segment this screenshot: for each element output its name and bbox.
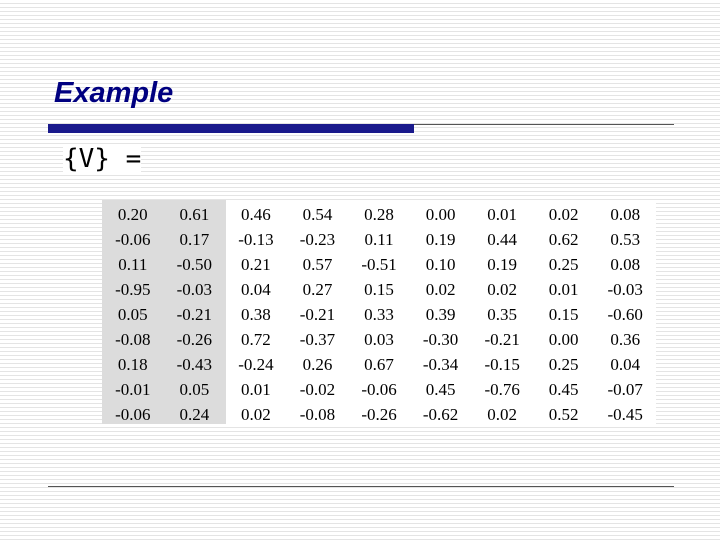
matrix-row <box>102 252 656 277</box>
matrix-cell: 0.36 <box>610 330 641 349</box>
matrix-cell: 0.05 <box>117 305 148 324</box>
matrix-cell: 0.33 <box>364 305 394 324</box>
matrix-cell: 0.19 <box>487 255 518 274</box>
matrix-cell: 0.25 <box>548 255 579 274</box>
matrix-cell: 0.02 <box>425 280 456 299</box>
matrix-cell: 0.02 <box>241 405 271 424</box>
matrix-cell: 0.44 <box>487 230 518 249</box>
matrix-cell: 0.38 <box>241 305 271 324</box>
matrix-cell: 0.21 <box>241 255 271 274</box>
matrix-cell: 0.02 <box>548 205 579 224</box>
matrix-row <box>102 377 656 402</box>
matrix-cell: 0.01 <box>548 280 579 299</box>
matrix-cell: 0.25 <box>548 355 579 374</box>
matrix-row <box>102 277 656 302</box>
matrix-cell: 0.08 <box>610 255 641 274</box>
matrix-cell: 0.00 <box>425 205 456 224</box>
matrix-cell: -0.24 <box>238 355 274 374</box>
matrix-cell: 0.04 <box>241 280 271 299</box>
matrix-cell: -0.26 <box>361 405 397 424</box>
matrix-row <box>102 227 656 252</box>
footer-rule <box>48 486 674 487</box>
matrix-cell: 0.46 <box>241 205 271 224</box>
matrix-cell: -0.06 <box>115 230 151 249</box>
matrix-cell: -0.03 <box>176 280 213 299</box>
matrix-cell: 0.15 <box>364 280 394 299</box>
matrix-cell: 0.01 <box>241 380 271 399</box>
matrix-cell: 0.10 <box>425 255 456 274</box>
matrix-cell: 0.01 <box>487 205 518 224</box>
matrix-cell: -0.21 <box>484 330 520 349</box>
matrix-cell: -0.06 <box>361 380 397 399</box>
matrix-cell: 0.11 <box>118 255 148 274</box>
matrix-cell: -0.08 <box>115 330 151 349</box>
matrix-cell: 0.53 <box>610 230 641 249</box>
matrix-cell: -0.43 <box>176 355 213 374</box>
matrix-cell: -0.21 <box>176 305 213 324</box>
matrix-cell: -0.51 <box>361 255 397 274</box>
matrix-cell: -0.06 <box>115 405 151 424</box>
matrix-cell: -0.37 <box>299 330 336 349</box>
matrix-cell: 0.45 <box>548 380 579 399</box>
matrix-cell: -0.30 <box>422 330 459 349</box>
matrix-cell: 0.00 <box>548 330 579 349</box>
matrix-cell: -0.95 <box>115 280 151 299</box>
matrix-cell: -0.07 <box>607 380 643 399</box>
matrix-cell: -0.21 <box>299 305 336 324</box>
matrix-cell: 0.54 <box>302 205 333 224</box>
matrix-cell: 0.11 <box>364 230 394 249</box>
matrix-row <box>102 402 656 427</box>
matrix-table <box>102 202 656 427</box>
matrix-cell: 0.62 <box>548 230 579 249</box>
matrix-cell: 0.02 <box>487 280 518 299</box>
matrix-cell: 0.72 <box>241 330 271 349</box>
matrix-cell: 0.20 <box>117 205 148 224</box>
matrix-cell: 0.15 <box>548 305 579 324</box>
matrix-cell: 0.03 <box>364 330 394 349</box>
matrix-cell: 0.39 <box>425 305 456 324</box>
matrix-cell: 0.24 <box>179 405 210 424</box>
matrix-cell: -0.03 <box>607 280 643 299</box>
matrix-cell: 0.04 <box>610 355 641 374</box>
matrix-cell: -0.15 <box>484 355 520 374</box>
matrix-cell: 0.67 <box>364 355 394 374</box>
matrix-cell: 0.19 <box>425 230 456 249</box>
title-underline-thin <box>414 124 674 125</box>
matrix-cell: 0.28 <box>364 205 394 224</box>
matrix-cell: -0.76 <box>484 380 520 399</box>
matrix-row <box>102 327 656 352</box>
matrix-cell: 0.17 <box>179 230 210 249</box>
title-underline-thick <box>48 124 414 133</box>
matrix-cell: 0.18 <box>117 355 148 374</box>
matrix-cell: -0.08 <box>299 405 336 424</box>
matrix-cell: 0.52 <box>548 405 579 424</box>
matrix-cell: 0.35 <box>487 305 518 324</box>
matrix-v <box>102 200 656 424</box>
matrix-cell: 0.02 <box>487 405 518 424</box>
matrix-cell: -0.60 <box>607 305 643 324</box>
matrix-cell: -0.02 <box>299 380 336 399</box>
matrix-cell: 0.27 <box>302 280 333 299</box>
matrix-cell: -0.62 <box>422 405 459 424</box>
matrix-row <box>102 202 656 227</box>
slide-title: Example <box>54 77 174 109</box>
matrix-cell: -0.50 <box>176 255 213 274</box>
matrix-cell: 0.08 <box>610 205 641 224</box>
matrix-cell: 0.57 <box>302 255 333 274</box>
matrix-cell: -0.23 <box>299 230 336 249</box>
matrix-cell: 0.05 <box>179 380 210 399</box>
matrix-cell: -0.34 <box>422 355 459 374</box>
matrix-cell: 0.61 <box>179 205 210 224</box>
matrix-cell: -0.01 <box>115 380 151 399</box>
matrix-row <box>102 352 656 377</box>
matrix-cell: -0.13 <box>238 230 274 249</box>
matrix-cell: -0.45 <box>607 405 643 424</box>
matrix-cell: 0.45 <box>425 380 456 399</box>
matrix-equation-label: {V} = <box>63 144 142 174</box>
matrix-cell: -0.26 <box>176 330 213 349</box>
matrix-cell: 0.26 <box>302 355 333 374</box>
matrix-row <box>102 302 656 327</box>
